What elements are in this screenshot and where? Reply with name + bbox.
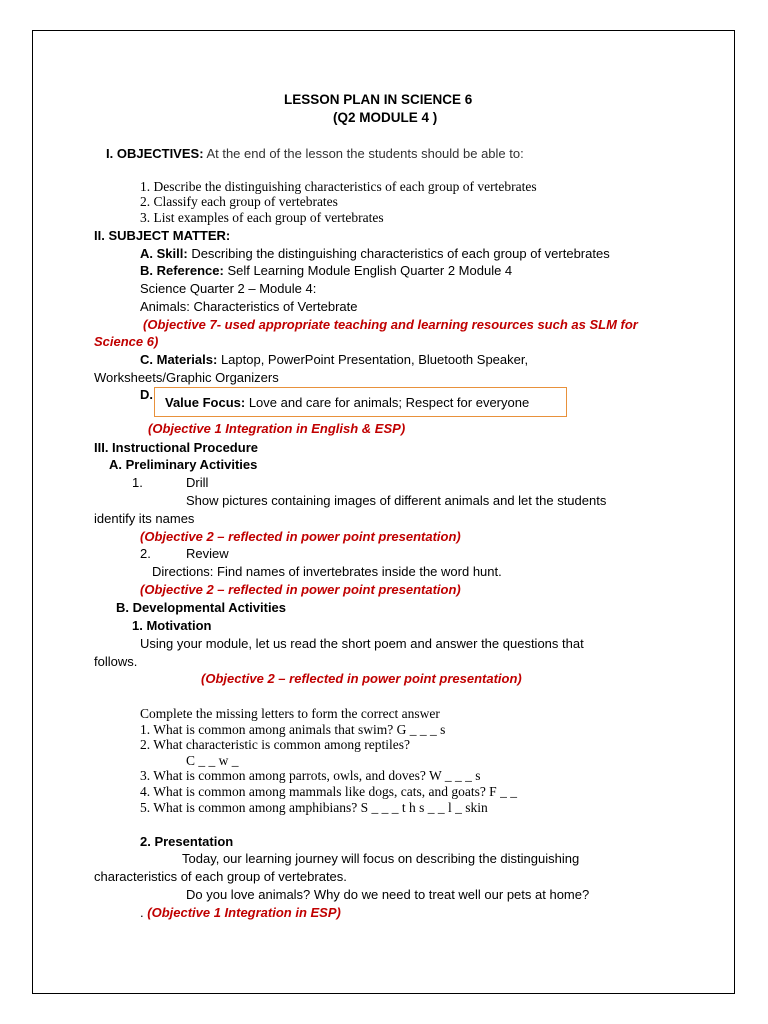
skill-label: A. Skill: (140, 246, 188, 261)
objective1-esp-line (140, 905, 341, 921)
subject-matter-heading: II. SUBJECT MATTER: (94, 228, 231, 243)
motivation-text-line1: Using your module, let us read the short poem and answer the questions that (140, 636, 584, 651)
drill-text-line1: Show pictures containing images of different animals and let the students (186, 493, 607, 508)
quiz-item-4: 4. What is common among mammals like dogs, cats, and goats? F _ _ (140, 784, 517, 799)
objective1-esp-note: (Objective 1 Integration in ESP) (147, 905, 341, 920)
motivation-heading: 1. Motivation (132, 618, 212, 633)
developmental-heading: B. Developmental Activities (116, 600, 287, 615)
objective7-note-line2: Science 6) (94, 334, 159, 349)
procedure-heading: III. Instructional Procedure (94, 440, 258, 455)
review-text: Directions: Find names of invertebrates inside the word hunt. (152, 564, 502, 579)
quiz-item-1: 1. What is common among animals that swim? G _ _ _ s (140, 722, 446, 737)
lesson-subtitle: (Q2 MODULE 4 ) (333, 110, 438, 125)
objective-item-3: 3. List examples of each group of vertebrates (140, 210, 384, 225)
materials-line-2: Worksheets/Graphic Organizers (94, 370, 279, 385)
materials-line (140, 352, 528, 368)
materials-label: C. Materials: (140, 352, 218, 367)
quiz-item-2: 2. What characteristic is common among reptiles? (140, 737, 411, 752)
value-focus-box (154, 387, 567, 417)
presentation-text-line2: characteristics of each group of vertebrates. (94, 869, 347, 884)
objectives-intro: At the end of the lesson the students should be able to: (206, 146, 524, 161)
objectives-line (106, 146, 524, 162)
skill-line (140, 246, 610, 262)
objective1-english-esp-note: (Objective 1 Integration in English & ESP) (148, 421, 406, 436)
objective2-note-a: (Objective 2 – reflected in power point presentation) (140, 529, 461, 544)
bullet-dot: . (140, 905, 144, 920)
skill-text: Describing the distinguishing characteristics of each group of vertebrates (191, 246, 610, 261)
value-focus-label: Value Focus: (165, 395, 246, 410)
drill-label: Drill (186, 475, 209, 490)
objective7-note-line1: (Objective 7- used appropriate teaching and learning resources such as SLM for (143, 317, 638, 332)
motivation-text-line2: follows. (94, 654, 138, 669)
reference-line-3: Animals: Characteristics of Vertebrate (140, 299, 358, 314)
materials-text: Laptop, PowerPoint Presentation, Bluetooth Speaker, (220, 352, 529, 367)
quiz-item-5: 5. What is common among amphibians? S _ _ _ t h s _ _ l _ skin (140, 800, 488, 815)
preliminary-heading: A. Preliminary Activities (109, 457, 258, 472)
value-focus-line (165, 395, 529, 410)
objective-item-1: 1. Describe the distinguishing characteristics of each group of vertebrates (140, 179, 537, 194)
quiz-item-3: 3. What is common among parrots, owls, and doves? W _ _ _ s (140, 768, 481, 783)
presentation-text-line1: Today, our learning journey will focus on describing the distinguishing (182, 851, 580, 866)
reference-label: B. Reference: (140, 263, 224, 278)
reference-text: Self Learning Module English Quarter 2 Module 4 (227, 263, 513, 278)
reference-line (140, 263, 512, 279)
quiz-item-2-answer: C _ _ w _ (186, 753, 239, 768)
drill-text-line2: identify its names (94, 511, 195, 526)
presentation-text-line3: Do you love animals? Why do we need to treat well our pets at home? (186, 887, 590, 902)
reference-line-2: Science Quarter 2 – Module 4: (140, 281, 317, 296)
quiz-intro: Complete the missing letters to form the correct answer (140, 706, 440, 721)
d-label: D. (140, 387, 153, 402)
value-focus-text: Love and care for animals; Respect for everyone (248, 395, 530, 410)
drill-number: 1. (132, 475, 143, 490)
lesson-title: LESSON PLAN IN SCIENCE 6 (284, 92, 473, 107)
objective2-note-c: (Objective 2 – reflected in power point presentation) (201, 671, 522, 686)
review-label: Review (186, 546, 229, 561)
objectives-heading: I. OBJECTIVES: (106, 146, 204, 161)
objective2-note-b: (Objective 2 – reflected in power point presentation) (140, 582, 461, 597)
review-number: 2. (140, 546, 151, 561)
objective-item-2: 2. Classify each group of vertebrates (140, 194, 338, 209)
presentation-heading: 2. Presentation (140, 834, 234, 849)
